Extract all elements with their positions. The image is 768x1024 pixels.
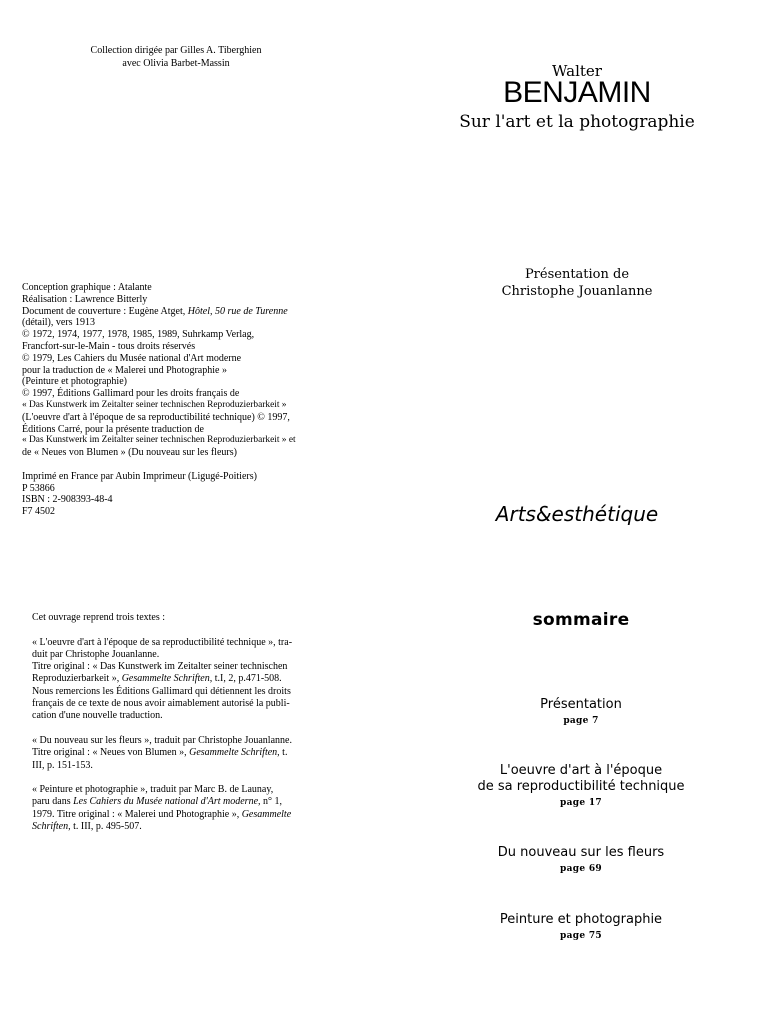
toc-item	[448, 912, 714, 941]
cover-credit-line	[22, 306, 342, 318]
text-fragment: Titre original : « Neues von Blumen »,	[32, 747, 190, 759]
text-fragment: t. III, p. 495-507.	[70, 821, 142, 833]
credit-line: (détail), vers 1913	[22, 317, 96, 329]
text-fragment: « L'oeuvre d'art à l'époque de sa reproductibilité technique », tra-	[32, 636, 293, 648]
text-line	[32, 796, 339, 808]
text-fragment: Reproduzierbarkeit »,	[32, 673, 122, 685]
text-line: cation d'une nouvelle traduction.	[32, 710, 163, 722]
source-title: Schriften,	[32, 821, 71, 833]
cover-label: Document de couverture : Eugène Atget,	[22, 305, 188, 317]
toc-title: sommaire	[532, 610, 630, 630]
toc-item-page: page 7	[563, 716, 599, 726]
toc-item-title: Présentation	[540, 697, 622, 712]
credits-block	[22, 282, 342, 518]
text-fragment: t.	[279, 747, 288, 759]
series-name: Arts&esthétique	[495, 502, 659, 526]
toc-item-title: Du nouveau sur les fleurs	[497, 845, 665, 860]
spacer	[22, 459, 342, 471]
spacer	[32, 624, 339, 636]
collection-assistant: avec Olivia Barbet-Massin	[122, 58, 230, 69]
text-line	[32, 747, 339, 759]
text-line	[32, 698, 339, 710]
text-line	[32, 821, 339, 833]
credit-line: pour la traduction de « Malerei und Photographie »	[22, 364, 227, 376]
text-fragment: paru dans	[32, 796, 74, 808]
presentation-label: Présentation de	[524, 267, 630, 282]
book-title: Sur l'art et la photographie	[459, 112, 695, 132]
collection-info	[60, 44, 292, 70]
credit-line: de « Neues von Blumen » (Du nouveau sur les fleurs)	[22, 447, 237, 459]
credit-line: (L'oeuvre d'art à l'époque de sa reproductibilité technique) © 1997,	[22, 411, 290, 423]
toc-item-title-line2: de sa reproductibilité technique	[477, 779, 685, 794]
text-fragment: n° 1,	[260, 796, 283, 808]
text-fragment: Nous remercions les Éditions Gallimard qui détiennent les droits	[32, 685, 291, 697]
toc-item-page: page 17	[560, 798, 602, 808]
text-line	[32, 686, 339, 698]
author-last-name: BENJAMIN	[503, 76, 651, 109]
credit-line: © 1979, Les Cahiers du Musée national d'Art moderne	[22, 352, 242, 364]
credit-line: (Peinture et photographie)	[22, 376, 127, 388]
text-line	[32, 809, 339, 821]
text-line: « Peinture et photographie », traduit par Marc B. de Launay,	[32, 784, 274, 796]
credit-line: Réalisation : Lawrence Bitterly	[22, 293, 148, 305]
p-number: P 53866	[22, 482, 55, 494]
toc-item	[448, 763, 714, 808]
presenter-name: Christophe Jouanlanne	[501, 284, 653, 299]
f-number: F7 4502	[22, 506, 56, 518]
spacer	[32, 772, 339, 784]
isbn: ISBN : 2-908393-48-4	[22, 494, 113, 506]
collection-director: Collection dirigée par Gilles A. Tiberghien	[90, 45, 262, 56]
source-title: Gesammelte Schriften,	[189, 747, 280, 759]
texts-notice	[32, 612, 339, 833]
text-line	[32, 637, 339, 649]
toc-item-page: page 69	[560, 864, 602, 874]
source-title: Gesammelte Schriften,	[121, 673, 213, 685]
toc-item-page: page 75	[560, 931, 602, 941]
presentation-credit	[448, 266, 706, 300]
toc-item-title: L'oeuvre d'art à l'époque	[499, 763, 663, 778]
text-line	[32, 673, 339, 685]
author-first-name: Walter	[552, 62, 602, 80]
printer-line: Imprimé en France par Aubin Imprimeur (Ligugé-Poitiers)	[22, 470, 257, 482]
toc-item	[448, 845, 714, 874]
credit-line: Éditions Carré, pour la présente traduction de	[22, 423, 204, 435]
credit-line: Francfort-sur-le-Main - tous droits réservés	[22, 340, 196, 352]
source-title: Les Cahiers du Musée national d'Art moderne,	[73, 796, 261, 808]
source-title: Gesammelte	[241, 808, 292, 820]
toc-item-title: Peinture et photographie	[499, 912, 663, 927]
text-line: « Du nouveau sur les fleurs », traduit par Christophe Jouanlanne.	[32, 734, 292, 746]
credit-line: Conception graphique : Atalante	[22, 282, 152, 293]
credit-line: © 1997, Éditions Gallimard pour les droits français de	[22, 388, 240, 400]
text-fragment: 1979. Titre original : « Malerei und Photographie »,	[32, 808, 242, 820]
credit-line: « Das Kunstwerk im Zeitalter seiner technischen Reproduzierbarkeit »	[22, 399, 287, 410]
text-line	[32, 661, 339, 673]
text-fragment: Titre original : « Das Kunstwerk im Zeitalter seiner technischen	[32, 661, 288, 673]
spacer	[32, 723, 339, 735]
cover-title: Hôtel, 50 rue de Turenne	[187, 305, 288, 317]
text-line: III, p. 151-153.	[32, 759, 93, 771]
texts-intro: Cet ouvrage reprend trois textes :	[32, 612, 166, 623]
text-line: duit par Christophe Jouanlanne.	[32, 648, 160, 660]
text-fragment: français de ce texte de nous avoir aimablement autorisé la publi-	[32, 698, 290, 710]
text-fragment: t.I, 2, p.471-508.	[212, 673, 282, 685]
credit-line: © 1972, 1974, 1977, 1978, 1985, 1989, Suhrkamp Verlag,	[22, 329, 255, 341]
toc-item	[448, 697, 714, 726]
credit-line: « Das Kunstwerk im Zeitalter seiner technischen Reproduzierbarkeit » et	[22, 435, 296, 446]
